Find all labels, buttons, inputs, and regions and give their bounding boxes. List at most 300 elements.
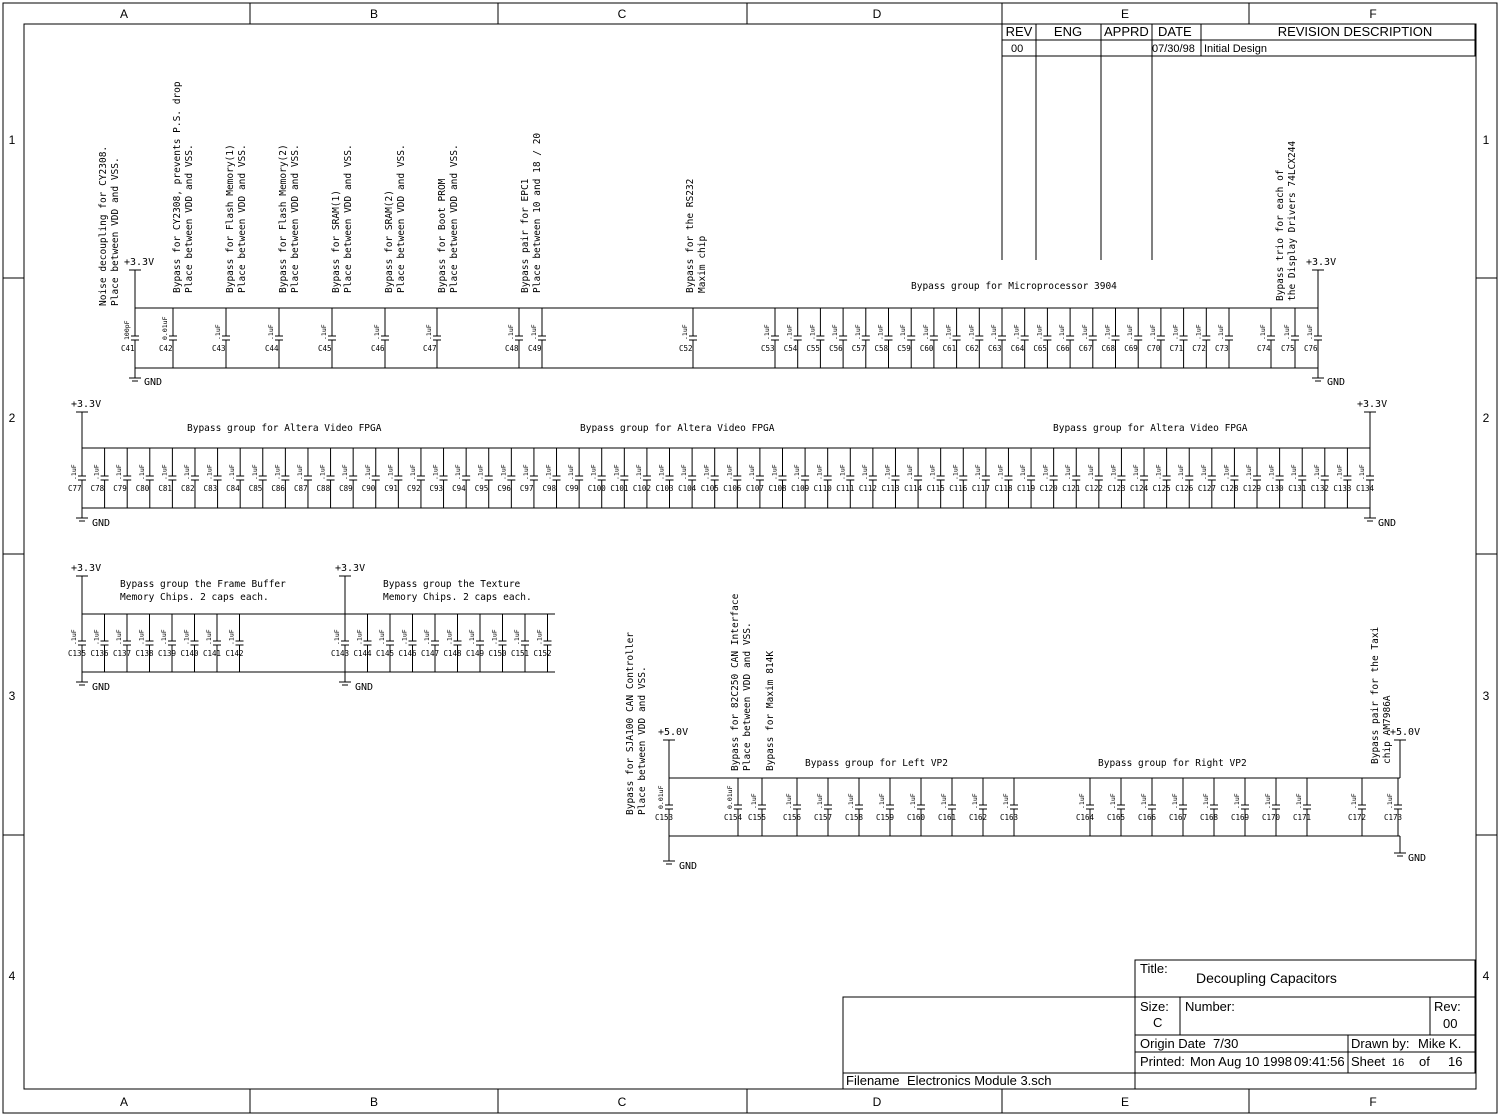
power-33v-label: +3.3V (1357, 399, 1388, 410)
capacitor (1011, 324, 1025, 353)
capacitor (1124, 324, 1138, 353)
col-label-bottom: A (119, 1095, 129, 1109)
capacitor (783, 793, 802, 822)
capacitor (723, 464, 742, 493)
col-label-bottom: C (617, 1095, 627, 1109)
cap-ref: C49 (528, 344, 542, 353)
capacitor (121, 320, 135, 353)
cap-ref: C134 (1356, 484, 1375, 493)
cap-ref: C88 (316, 484, 331, 493)
right-vp2-label: Bypass group for Right VP2 (1098, 758, 1247, 769)
gnd-label: GND (92, 682, 111, 693)
row-label-left: 4 (8, 969, 16, 983)
cap-ref: C151 (511, 649, 530, 658)
capacitor (1384, 793, 1402, 822)
cap-value: .1uF (838, 464, 847, 480)
cap-ref: C84 (226, 484, 240, 493)
cap-value: .1uF (1103, 324, 1112, 340)
cap-ref: C139 (158, 649, 177, 658)
note-bootprom-l2: Place between VDD and VSS. (449, 144, 460, 293)
capacitor (972, 464, 990, 493)
cap-value: .1uF (386, 464, 395, 480)
cap-value: .1uF (227, 629, 236, 645)
cap-ref: C57 (851, 344, 866, 353)
cap-ref: C119 (1017, 484, 1036, 493)
cap-value: .1uF (454, 464, 463, 480)
note-cy2308-noise-l2: Place between VDD and VSS. (110, 157, 121, 306)
capacitor (678, 464, 697, 493)
cap-value: .1uF (1041, 464, 1050, 480)
printed-label: Printed: (1140, 1054, 1185, 1069)
cap-value: .1uF (1058, 324, 1067, 340)
cap-ref: C72 (1192, 344, 1206, 353)
cap-ref: C69 (1124, 344, 1138, 353)
cap-ref: C91 (384, 484, 398, 493)
cap-ref: C149 (466, 649, 485, 658)
capacitor (791, 464, 809, 493)
cap-ref: C169 (1231, 813, 1250, 822)
power-50v-label: +5.0V (658, 727, 689, 738)
cap-value: .1uF (182, 629, 191, 645)
cap-ref: C60 (919, 344, 934, 353)
cap-ref: C171 (1293, 813, 1312, 822)
cap-value: .1uF (909, 793, 917, 809)
note-taxi-l1: Bypass pair for the Taxi (1370, 626, 1381, 764)
cap-value: .1uF (137, 464, 146, 480)
cap-value: .1uF (408, 464, 417, 480)
cap-value: .1uF (815, 464, 824, 480)
note-sja-l2: Place between VDD and VSS. (637, 666, 648, 815)
sheet-rev: 00 (1443, 1016, 1458, 1031)
cap-ref: C87 (293, 484, 308, 493)
cap-value: .1uF (476, 464, 485, 480)
cap-value: .1uF (1290, 464, 1299, 480)
capacitor (907, 793, 926, 822)
capacitor (1056, 324, 1070, 353)
cap-value: .1uF (250, 464, 259, 480)
capacitor (655, 785, 673, 822)
cap-ref: C168 (1200, 813, 1219, 822)
capacitor (68, 629, 86, 658)
capacitor (806, 324, 820, 353)
power-33v-label: +3.3V (124, 257, 155, 268)
capacitor (354, 629, 373, 658)
cap-ref: C101 (610, 484, 629, 493)
cap-ref: C129 (1243, 484, 1262, 493)
cap-ref: C112 (858, 484, 877, 493)
capacitor (158, 464, 172, 493)
cap-value: .1uF (1259, 324, 1267, 340)
capacitor (988, 324, 1002, 353)
col-label-bottom: D (872, 1095, 882, 1109)
row-label-right: 4 (1482, 969, 1490, 983)
sheet-size: C (1153, 1015, 1163, 1030)
cap-value: .1uF (115, 464, 124, 480)
capacitor (1281, 324, 1295, 353)
origin-date: 7/30 (1213, 1036, 1239, 1051)
capacitor (1107, 464, 1125, 493)
note-flash1-l1: Bypass for Flash Memory(1) (225, 144, 236, 293)
capacitor (845, 793, 864, 822)
cap-value: .1uF (490, 629, 499, 645)
description-header: REVISION DESCRIPTION (1277, 24, 1433, 39)
capacitor (1147, 324, 1161, 353)
cap-value: .1uF (1019, 464, 1028, 480)
capacitor (927, 464, 945, 493)
revision-number: 00 (1011, 43, 1024, 55)
cap-value: .1uF (793, 464, 802, 480)
capacitor (475, 464, 489, 493)
gnd-label: GND (144, 377, 163, 388)
cap-value: .1uF (928, 464, 937, 480)
wiring (76, 270, 1406, 864)
cap-ref: C65 (1033, 344, 1047, 353)
cap-ref: C144 (353, 649, 372, 658)
note-epc1-l2: Place between 10 and 18 / 20 (532, 132, 543, 293)
cap-value: .1uF (530, 324, 538, 340)
cap-ref: C156 (783, 813, 802, 822)
cap-ref: C89 (339, 484, 353, 493)
capacitor (68, 464, 82, 493)
cap-value: .1uF (996, 464, 1005, 480)
cap-value: .1uF (853, 324, 862, 340)
gnd-label: GND (355, 682, 374, 693)
capacitor (876, 793, 894, 822)
capacitor (136, 464, 150, 493)
cap-value: .1uF (355, 629, 364, 645)
capacitor (814, 793, 832, 822)
cap-ref: C62 (965, 344, 979, 353)
cap-value: .1uF (431, 464, 440, 480)
cap-value: .1uF (115, 629, 123, 645)
cap-ref: C117 (971, 484, 990, 493)
note-rs232-l1: Bypass for the RS232 (685, 178, 696, 293)
cap-ref: C147 (421, 649, 440, 658)
capacitor (1231, 793, 1249, 822)
cap-ref: C54 (783, 344, 798, 353)
origin-label: Origin Date (1140, 1036, 1206, 1051)
row-label-left: 1 (8, 133, 16, 147)
cap-value: .1uF (634, 464, 643, 480)
fpga-group-label: Bypass group for Altera Video FPGA (1053, 423, 1248, 434)
cap-ref: C82 (180, 484, 195, 493)
capacitor (226, 464, 240, 493)
note-epc1-l1: Bypass pair for EPC1 (520, 178, 531, 293)
power-33v-label: +3.3V (335, 563, 366, 574)
capacitor (814, 464, 833, 493)
capacitor (1215, 324, 1229, 353)
date-header: DATE (1158, 24, 1192, 39)
fpga-group-label: Bypass group for Altera Video FPGA (580, 423, 775, 434)
capacitor (444, 629, 463, 658)
cap-value: .1uF (205, 629, 213, 645)
cap-ref: C161 (938, 813, 957, 822)
capacitor (1348, 793, 1366, 822)
note-taxi-l2: chip AM7986A (1382, 695, 1393, 764)
cap-ref: C92 (406, 484, 421, 493)
cap-value: .1uF (205, 464, 214, 480)
cap-value: .1uF (750, 793, 758, 809)
capacitor (136, 629, 155, 658)
capacitor (565, 464, 579, 493)
power-33v-label: +3.3V (1306, 257, 1337, 268)
capacitor (226, 629, 244, 658)
drawn-label: Drawn by: (1351, 1036, 1410, 1051)
capacitor (1170, 324, 1184, 353)
capacitor (1243, 464, 1261, 493)
row-label-left: 3 (8, 689, 16, 703)
cap-ref: C43 (212, 344, 226, 353)
cap-value: .1uF (921, 324, 930, 340)
cap-value: .1uF (320, 324, 328, 340)
capacitor (181, 464, 195, 493)
cap-ref: C58 (874, 344, 889, 353)
cap-ref: C61 (942, 344, 957, 353)
note-82c250-l1: Bypass for 82C250 CAN Interface (730, 593, 741, 771)
cap-ref: C45 (318, 344, 332, 353)
cap-ref: C172 (1348, 813, 1367, 822)
cap-ref: C127 (1197, 484, 1216, 493)
capacitor (1017, 464, 1035, 493)
cap-value: .1uF (702, 464, 711, 480)
cap-value: .1uF (973, 464, 982, 480)
cap-ref: C83 (203, 484, 218, 493)
cap-value: .1uF (940, 793, 948, 809)
note-micro-group: Bypass group for Microprocessor 3904 (911, 281, 1117, 292)
col-label-bottom: E (1120, 1095, 1130, 1109)
cap-value: .1uF (1109, 793, 1117, 809)
cap-ref: C167 (1169, 813, 1188, 822)
cap-value: .1uF (1148, 324, 1157, 340)
row-label-right: 1 (1482, 133, 1490, 147)
sheet-total: 16 (1448, 1054, 1463, 1069)
cap-value: .1uF (1080, 324, 1089, 340)
cap-ref: C86 (271, 484, 285, 493)
cap-value: .1uF (513, 629, 521, 645)
cap-ref: C131 (1288, 484, 1307, 493)
group-notes (120, 423, 1393, 815)
cap-ref: C159 (876, 813, 895, 822)
fb-group-label-l1: Bypass group the Frame Buffer (120, 579, 286, 590)
cap-ref: C105 (700, 484, 719, 493)
capacitor (430, 464, 444, 493)
cap-ref: C76 (1304, 344, 1318, 353)
capacitor (1266, 464, 1285, 493)
capacitor (543, 464, 557, 493)
fpga-group-label: Bypass group for Altera Video FPGA (187, 423, 382, 434)
cap-value: .1uF (831, 324, 840, 340)
cap-value: .1uF (1283, 324, 1291, 340)
capacitor (701, 464, 719, 493)
cap-value: .1uF (182, 464, 191, 480)
cap-ref: C73 (1215, 344, 1229, 353)
cap-ref: C85 (248, 484, 263, 493)
apprd-header: APPRD (1104, 24, 1149, 39)
capacitor (829, 324, 843, 353)
cap-ref: C97 (519, 484, 534, 493)
cap-value: .1uF (228, 464, 237, 480)
cap-value: .1uF (1154, 464, 1163, 480)
capacitor (1198, 464, 1216, 493)
cap-ref: C106 (723, 484, 742, 493)
row-label-right: 3 (1482, 689, 1490, 703)
cap-ref: C56 (829, 344, 843, 353)
cap-value: .1uF (70, 464, 78, 480)
cap-ref: C142 (225, 649, 244, 658)
row-label-left: 2 (8, 411, 16, 425)
note-flash2-l2: Place between VDD and VSS. (290, 144, 301, 293)
cap-ref: C166 (1138, 813, 1157, 822)
cap-ref: C55 (806, 344, 820, 353)
capacitor (158, 629, 176, 658)
cap-ref: C170 (1262, 813, 1281, 822)
note-display-l1: Bypass trio for each of (1275, 169, 1286, 301)
cap-ref: C98 (542, 484, 557, 493)
cap-ref: C53 (761, 344, 775, 353)
note-sja-l1: Bypass for SJA100 CAN Controller (625, 631, 636, 815)
capacitor (1356, 464, 1375, 493)
row-label-right: 2 (1482, 411, 1490, 425)
size-label: Size: (1140, 999, 1169, 1014)
note-cy2308-bypass-l1: Bypass for CY2308, prevents P.S. drop (172, 81, 183, 293)
capacitor (965, 324, 979, 353)
cap-value: .1uF (160, 464, 169, 480)
cap-ref: C138 (135, 649, 154, 658)
cap-ref: C67 (1078, 344, 1093, 353)
cap-value: .1uF (971, 793, 979, 809)
cap-ref: C52 (679, 344, 693, 353)
cap-value: .1uF (1199, 464, 1208, 480)
revision-block (1002, 24, 1475, 260)
capacitor (318, 324, 332, 353)
cap-ref: C41 (121, 344, 135, 353)
capacitor (1192, 324, 1206, 353)
note-flash2-l1: Bypass for Flash Memory(2) (278, 144, 289, 293)
cap-value: .1uF (318, 464, 327, 480)
capacitor (746, 464, 764, 493)
row1-notes (98, 81, 1298, 306)
sheet-title: Decoupling Capacitors (1196, 970, 1337, 986)
cap-ref: C165 (1107, 813, 1126, 822)
note-sram1-l2: Place between VDD and VSS. (343, 144, 354, 293)
capacitor (768, 464, 787, 493)
capacitor (656, 464, 674, 493)
cap-value: .1uF (1109, 464, 1118, 480)
cap-ref: C90 (361, 484, 376, 493)
capacitor (1200, 793, 1219, 822)
col-label-top: B (369, 7, 379, 21)
capacitor (1000, 793, 1018, 822)
cap-ref: C63 (988, 344, 1002, 353)
capacitor (520, 464, 534, 493)
cap-ref: C158 (845, 813, 864, 822)
cap-ref: C46 (371, 344, 385, 353)
capacitor (1175, 464, 1194, 493)
capacitor (339, 464, 353, 493)
cap-ref: C71 (1169, 344, 1184, 353)
capacitor (784, 324, 798, 353)
capacitor (1220, 464, 1239, 493)
capacitor (528, 324, 542, 353)
capacitor (376, 629, 394, 658)
revision-description: Initial Design (1204, 43, 1267, 55)
cap-value: .1uF (1086, 464, 1095, 480)
cap-value: .1uF (567, 464, 576, 480)
cap-value: .1uF (725, 464, 734, 480)
note-sram1-l1: Bypass for SRAM(1) (331, 190, 342, 293)
cap-ref: C103 (655, 484, 674, 493)
cap-ref: C93 (429, 484, 444, 493)
cap-ref: C80 (135, 484, 150, 493)
cap-value: .1uF (808, 324, 817, 340)
capacitor (1257, 324, 1271, 353)
capacitor (1085, 464, 1103, 493)
cap-value: .1uF (378, 629, 386, 645)
capacitor (1130, 464, 1149, 493)
cap-value: .1uF (137, 629, 146, 645)
cap-value: .1uF (906, 464, 915, 480)
cap-ref: C78 (90, 484, 105, 493)
sheet-number: 16 (1392, 1057, 1405, 1069)
capacitor (91, 464, 105, 493)
cap-value: .1uF (70, 629, 78, 645)
capacitor (265, 324, 279, 353)
cap-value: .1uF (876, 324, 885, 340)
cap-ref: C81 (158, 484, 172, 493)
cap-value: .1uF (273, 464, 282, 480)
cap-value: .1uF (1350, 793, 1358, 809)
capacitor (212, 324, 226, 353)
cap-value: 100pF (123, 320, 131, 340)
cap-value: .1uF (1012, 324, 1021, 340)
capacitor (294, 464, 308, 493)
cap-ref: C64 (1010, 344, 1025, 353)
cap-ref: C120 (1039, 484, 1058, 493)
gnd-label: GND (679, 861, 698, 872)
note-rs232-l2: Maxim chip (697, 235, 708, 293)
cap-value: .1uF (423, 629, 431, 645)
cap-ref: C94 (452, 484, 466, 493)
cap-ref: C141 (203, 649, 222, 658)
cap-value: 0.01uF (726, 785, 734, 809)
cap-value: .1uF (1386, 793, 1394, 809)
cap-ref: C79 (113, 484, 127, 493)
cap-ref: C75 (1281, 344, 1295, 353)
cap-ref: C48 (505, 344, 519, 353)
capacitor (204, 464, 218, 493)
cap-ref: C126 (1175, 484, 1194, 493)
capacitor (943, 324, 957, 353)
capacitor (994, 464, 1013, 493)
capacitor (331, 629, 349, 658)
cap-value: .1uF (92, 629, 101, 645)
cap-value: .1uF (1002, 793, 1010, 809)
col-label-top: D (872, 7, 882, 21)
cap-ref: C118 (994, 484, 1013, 493)
cap-ref: C163 (1000, 813, 1019, 822)
col-label-bottom: F (1369, 1095, 1377, 1109)
power-33v-label: +3.3V (71, 563, 102, 574)
cap-ref: C59 (897, 344, 911, 353)
capacitor (489, 629, 508, 658)
cap-value: .1uF (1264, 793, 1272, 809)
cap-ref: C140 (180, 649, 199, 658)
cap-ref: C157 (814, 813, 833, 822)
note-82c250-l2: Place between VDD and VSS. (742, 622, 753, 771)
cap-value: .1uF (785, 793, 793, 809)
cap-ref: C74 (1257, 344, 1271, 353)
capacitor (897, 324, 911, 353)
